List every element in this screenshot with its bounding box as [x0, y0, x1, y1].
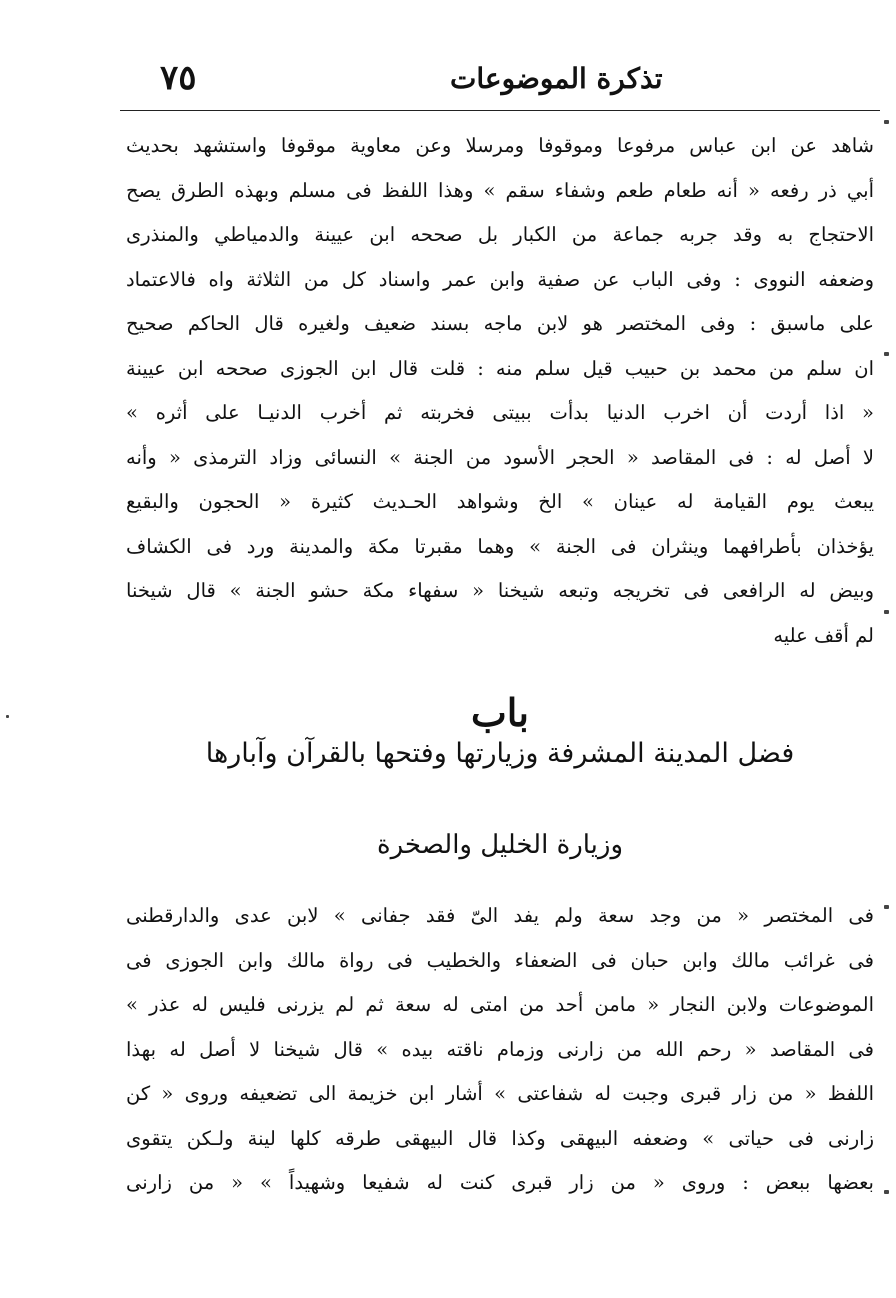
- header-rule: [120, 110, 880, 111]
- running-title: تذكرة الموضوعات: [450, 62, 663, 95]
- text-line: زارنى فى حياتى » وضعفه البيهقى وكذا قال البيهقى طرقه كلها لينة ولـكن يتقوى: [126, 1126, 874, 1150]
- margin-mark: [884, 610, 889, 614]
- text-line: فى المختصر « من وجد سعة ولم يفد الىّ فقد جفانى » لابن عدى والدارقطنى: [126, 904, 874, 927]
- margin-mark: [884, 352, 889, 356]
- page-number: ٧٥: [160, 58, 197, 98]
- text-line: فى المقاصد « رحم الله من زارنى وزمام ناقته بيده » قال شيخنا لا أصل له بهذا: [126, 1037, 874, 1061]
- margin-mark: [884, 120, 889, 124]
- text-line: لا أصل له : فى المقاصد « الحجر الأسود من الجنة » النسائى وزاد الترمذى « وأنه: [126, 445, 874, 469]
- text-line: وبيض له الرافعى فى تخريجه وتبعه شيخنا « سفهاء مكة حشو الجنة » قال شيخنا: [126, 579, 874, 602]
- text-line: « اذا أردت أن اخرب الدنيا بدأت ببيتى فخربته ثم أخرب الدنيـا على أثره »: [126, 401, 874, 424]
- chapter-title-line-1: فضل المدينة المشرفة وزيارتها وفتحها بالقرآن وآبارها: [205, 738, 795, 769]
- text-line: يبعث يوم القيامة له عينان » الخ وشواهد الحـديث كثيرة « الحجون والبقيع: [126, 490, 874, 513]
- text-line: يؤخذان بأطرافهما وينثران فى الجنة » وهما مقبرتا مكة والمدينة ورد فى الكشاف: [126, 534, 874, 558]
- text-line: شاهد عن ابن عباس مرفوعا وموقوفا ومرسلا وعن معاوية موقوفا واستشهد بحديث: [126, 134, 874, 157]
- paragraph-2: [126, 894, 874, 1206]
- margin-mark: [884, 1190, 889, 1194]
- text-line: ان سلم من محمد بن حبيب قيل سلم منه : قلت قال ابن الجوزى صححه ابن عيينة: [126, 356, 874, 380]
- chapter-title-line-2: وزيارة الخليل والصخرة: [376, 830, 624, 860]
- text-line: الاحتجاج به وقد جربه جماعة من الكبار بل صححه ابن عيينة والدمياطي والمنذرى: [126, 223, 874, 246]
- margin-mark: [884, 905, 889, 909]
- text-line: وضعفه النووى : وفى الباب عن صفية وابن عمر واسناد كل من الثلاثة واه فالاعتماد: [126, 267, 874, 291]
- text-line: فى غرائب مالك وابن حبان فى الضعفاء والخطيب فى رواة مالك وابن الجوزى فى: [126, 948, 874, 972]
- text-line: بعضها ببعض : وروى « من زار قبرى كنت له شفيعا وشهيداً » « من زارنى: [126, 1171, 874, 1194]
- margin-mark: [6, 715, 9, 718]
- text-line: الموضوعات ولابن النجار « مامن أحد من امتى له سعة ثم لم يزرنى فليس له عذر »: [126, 993, 874, 1016]
- text-line: لم أقف عليه: [773, 623, 874, 647]
- text-line: اللفظ « من زار قبرى وجبت له شفاعتى » أشار ابن خزيمة الى تضعيفه وروى « كن: [126, 1082, 874, 1105]
- text-line: على ماسبق : وفى المختصر هو لابن ماجه بسند ضعيف ولغيره قال الحاكم صحيح: [126, 312, 874, 335]
- page-header: [120, 52, 880, 112]
- text-line: أبي ذر رفعه « أنه طعام طعم وشفاء سقم » وهذا اللفظ فى مسلم وبهذه الطرق يصح: [126, 178, 874, 202]
- paragraph-1: [126, 124, 874, 658]
- chapter-label: باب: [471, 690, 529, 735]
